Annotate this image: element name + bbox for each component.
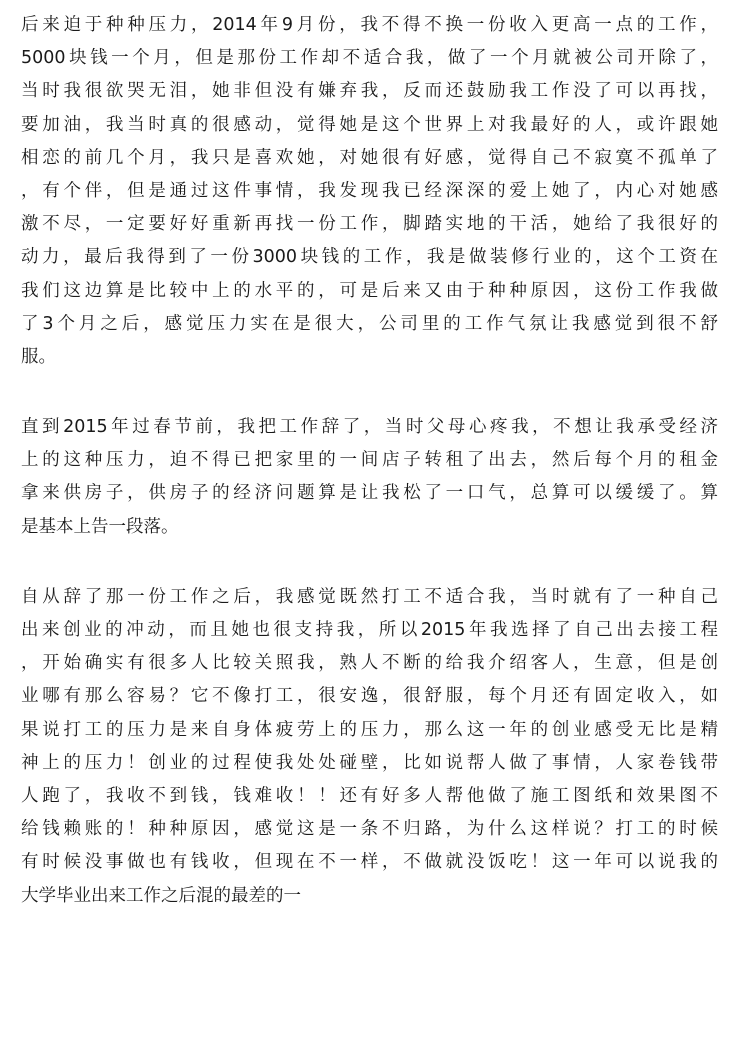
text-line: 要加油，我当时真的很感动，觉得她是这个世界上对我最好的人，或许跟她 (21, 114, 718, 135)
paragraph-3 (21, 581, 718, 913)
text-line: 业哪有那么容易？它不像打工，很安逸，很舒服，每个月还有固定收入，如 (21, 686, 718, 707)
text-line: 果说打工的压力是来自身体疲劳上的压力，那么这一年的创业感受无比是精 (21, 719, 718, 740)
text-line: ，开始确实有很多人比较关照我，熟人不断的给我介绍客人，生意，但是创 (21, 653, 718, 674)
text-line: ，有个伴，但是通过这件事情，我发现我已经深深的爱上她了，内心对她感 (21, 180, 718, 201)
text-line: 上的这种压力，迫不得已把家里的一间店子转租了出去，然后每个月的租金 (21, 450, 718, 471)
text-line: 自从辞了那一份工作之后，我感觉既然打工不适合我，当时就有了一种自己 (21, 586, 718, 607)
text-line: 相恋的前几个月，我只是喜欢她，对她很有好感，觉得自己不寂寞不孤单了 (21, 147, 718, 168)
text-line: 5000块钱一个月，但是那份工作却不适合我，做了一个月就被公司开除了， (21, 48, 718, 69)
paragraph-2 (21, 411, 718, 544)
text-line: 后来迫于种种压力，2014年9月份，我不得不换一份收入更高一点的工作， (21, 15, 718, 35)
text-line-last: 服。 (21, 346, 56, 367)
text-line: 了3个月之后，感觉压力实在是很大，公司里的工作气氛让我感觉到很不舒 (21, 313, 718, 334)
paragraph-1 (21, 9, 718, 374)
text-line: 出来创业的冲动，而且她也很支持我，所以2015年我选择了自己出去接工程 (21, 620, 718, 640)
text-line: 动力，最后我得到了一份3000块钱的工作，我是做装修行业的，这个工资在 (21, 247, 718, 268)
text-line-last: 是基本上告一段落。 (21, 516, 179, 537)
text-line: 神上的压力！创业的过程使我处处碰壁，比如说帮人做了事情，人家卷钱带 (21, 752, 718, 773)
article-body (21, 9, 718, 950)
text-line: 拿来供房子，供房子的经济问题算是让我松了一口气，总算可以缓缓了。算 (21, 483, 718, 504)
text-line: 人跑了，我收不到钱，钱难收！！还有好多人帮他做了施工图纸和效果图不 (21, 785, 718, 806)
text-line: 激不尽，一定要好好重新再找一份工作，脚踏实地的干活，她给了我很好的 (21, 214, 718, 235)
text-line: 给钱赖账的！种种原因，感觉这是一条不归路，为什么这样说？打工的时候 (21, 819, 718, 840)
text-line: 我们这边算是比较中上的水平的，可是后来又由于种种原因，这份工作我做 (21, 280, 718, 301)
text-line: 当时我很欲哭无泪，她非但没有嫌弃我，反而还鼓励我工作没了可以再找， (21, 81, 718, 102)
text-line: 有时候没事做也有钱收，但现在不一样，不做就没饭吃！这一年可以说我的 (21, 852, 718, 873)
text-line-last: 大学毕业出来工作之后混的最差的一 (21, 885, 301, 906)
text-line: 直到2015年过春节前，我把工作辞了，当时父母心疼我，不想让我承受经济 (21, 417, 718, 438)
